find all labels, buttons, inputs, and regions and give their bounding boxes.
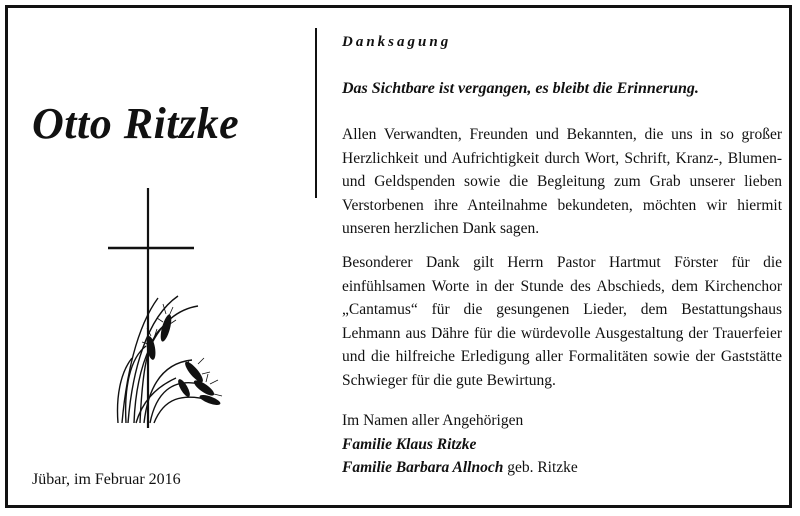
family-barbara-suffix: geb. Ritzke	[503, 459, 578, 476]
cross-with-wheat-icon	[106, 188, 236, 433]
motto: Das Sichtbare ist vergangen, es bleibt die Erinnerung.	[342, 80, 699, 97]
thanks-column	[342, 32, 782, 476]
deceased-name: Otto Ritzke	[32, 99, 240, 148]
signature-block	[342, 409, 578, 480]
obituary-card	[5, 5, 792, 508]
family-barbara-line	[342, 456, 578, 480]
place-and-date: Jübar, im Februar 2016	[32, 471, 181, 488]
family-klaus: Familie Klaus Ritzke	[342, 435, 477, 453]
vertical-divider	[315, 28, 317, 198]
family-barbara: Familie Barbara Allnoch	[342, 459, 504, 476]
paragraph-special-thanks: Besonderer Dank gilt Herrn Pastor Hartmut Förster für die einfühlsamen Worte in der Stunde des Abschieds, dem Kirchenchor „Cantamus“ für die gesungenen Lieder, dem Bestattungshaus Lehmann aus Dähre für die würdevolle Ausgestaltung der Trauerfeier und die hilfreiche Erledigung aller Formalitäten sowie der Gaststätte Schwieger für die gute Bewirtung.	[342, 254, 782, 389]
signoff-line: Im Namen aller Angehörigen	[342, 412, 524, 429]
heading: Danksagung	[342, 34, 452, 50]
paragraph-thanks: Allen Verwandten, Freunden und Bekannten, die uns in so großer Herzlichkeit und Aufrichtigkeit durch Wort, Schrift, Kranz-, Blumen- und Geldspenden sowie die Begleitung zum Grab unserer lieben Verstorbenen ihre Anteilnahme bekundeten, möchten wir hiermit unseren herzlichen Dank sagen.	[342, 126, 782, 237]
